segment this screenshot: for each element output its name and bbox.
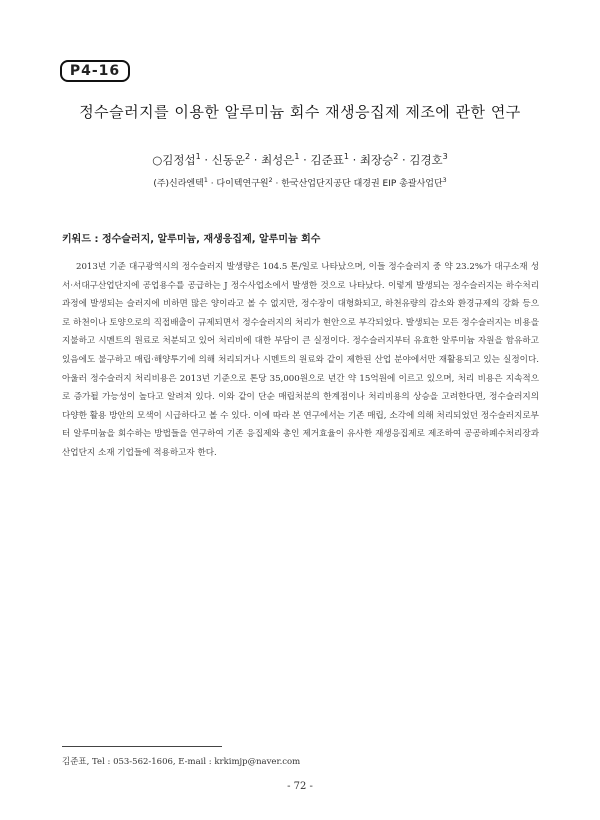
affiliation: (주)신라엔텍 [153, 179, 204, 189]
author-separator: · [250, 153, 262, 167]
keywords-line: 키워드 : 정수슬러지, 알루미늄, 재생응집제, 알루미늄 회수 [62, 234, 321, 245]
affiliation: 다이텍연구원 [216, 179, 269, 189]
author: ○김정섭 [152, 153, 196, 167]
affiliation-list [0, 176, 600, 189]
author-affil-mark: 2 [393, 152, 399, 162]
author: 최장승 [359, 153, 394, 167]
affiliation: 한국산업단지공단 대경권 EIP 총괄사업단 [281, 179, 443, 189]
author: 신동운 [211, 153, 245, 167]
author-separator: · [299, 153, 311, 167]
author: 김준표 [310, 153, 344, 167]
corresponding-author-footnote: 김준표, Tel : 053-562-1606, E-mail : krkimjp@naver.com [62, 757, 301, 767]
author-separator: · [200, 153, 212, 167]
author-affil-mark: 3 [442, 152, 448, 162]
author: 김경호 [409, 153, 443, 167]
page-number: - 72 - [287, 781, 313, 792]
author-separator: · [398, 153, 410, 167]
abstract-body: 2013년 기준 대구광역시의 정수슬러지 발생량은 104.5 톤/일로 나타났으며, 이들 정수슬러지 중 약 23.2%가 대구소재 성서·서대구산업단지에 공업용수를 공급하는 J 정수사업소에서 발생한 것으로 나타났다. 이렇게 발생되는 정수슬러지는 하수처리 과정에 발생되는 슬러지에 비하면 많은 양이라고 볼 수 없지만, 정수장이 대형화되고, 하천유량의 감소와 환경규제의 강화 등으로 하천이나 토양으로의 직접배출이 규제되면서 정수슬러지의 처리가 현안으로 부각되었다. 발생되는 모든 정수슬러지는 비용을 지불하고 시멘트의 원료로 처분되고 있어 처리비에 대한 부담이 큰 실정이다. 정수슬러지부터 유효한 알루미늄 자원을 함유하고 있음에도 불구하고 매립·해양투기에 의해 처리되거나 시멘트의 원료와 같이 제한된 산업 분야에서만 재활용되고 있는 실정이다. 아울러 정수슬러지 처리비용은 2013년 기준으로 톤당 35,000원으로 년간 약 15억원에 이르고 있으며, 처리 비용은 지속적으로 증가될 가능성이 높다고 알려져 있다. 이와 같이 단순 매립처분의 한계점이나 처리비용의 상승을 고려한다면, 정수슬러지의 다양한 활용 방안의 모색이 시급하다고 볼 수 있다. 이에 따라 본 연구에서는 기존 매립, 소각에 의해 처리되었던 정수슬러지로부터 알루미늄을 회수하는 방법들을 연구하여 기존 응집제와 총인 제거효율이 유사한 재생응집제로 제조하여 공공하폐수처리장과 산업단지 소재 기업들에 적용하고자 한다. [62, 262, 539, 458]
author-affil-mark: 1 [343, 152, 349, 162]
poster-id-badge: P4-16 [60, 60, 130, 82]
footnote-divider [62, 746, 222, 747]
author-separator: · [348, 153, 360, 167]
author-affil-mark: 1 [195, 152, 201, 162]
affil-mark: 1 [203, 177, 208, 184]
affil-separator: · [207, 179, 217, 189]
paper-title: 정수슬러지를 이용한 알루미늄 회수 재생응집제 제조에 관한 연구 [79, 103, 521, 121]
author-affil-mark: 1 [294, 152, 300, 162]
author-affil-mark: 2 [244, 152, 251, 162]
affil-mark: 3 [442, 177, 447, 184]
author-list [0, 152, 600, 168]
affil-separator: · [272, 179, 282, 189]
affil-mark: 2 [268, 177, 273, 184]
author: 최성은 [261, 153, 295, 167]
